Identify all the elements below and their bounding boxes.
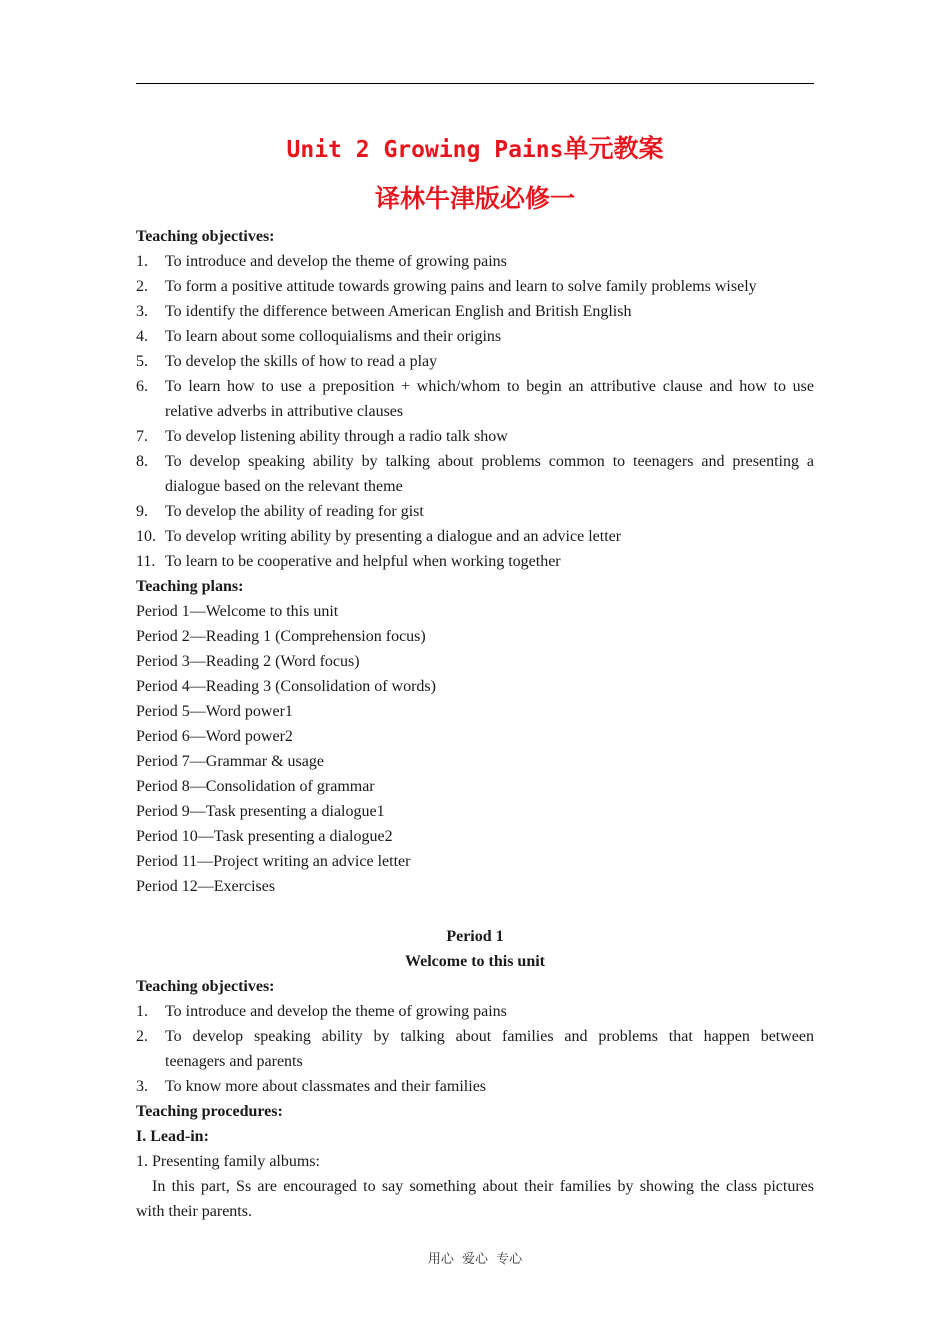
item-text: To develop the ability of reading for gist — [165, 503, 424, 520]
plan-item: Period 4—Reading 3 (Consolidation of words) — [136, 678, 436, 695]
item-text: To develop listening ability through a radio talk show — [165, 428, 508, 445]
item-text: To learn about some colloquialisms and their origins — [165, 328, 502, 345]
item-text: To develop the skills of how to read a play — [165, 353, 438, 370]
item-number: 3. — [136, 303, 148, 320]
item-text: To develop writing ability by presenting a dialogue and an advice letter — [165, 528, 622, 545]
list-item — [136, 349, 814, 374]
plan-item: Period 5—Word power1 — [136, 703, 293, 720]
plan-item: Period 9—Task presenting a dialogue1 — [136, 803, 385, 820]
procedures-heading: Teaching procedures: — [136, 1103, 283, 1120]
item-number: 6. — [136, 378, 148, 395]
plan-item: Period 7—Grammar & usage — [136, 753, 324, 770]
item-text: To develop speaking ability by talking about problems common to teenagers and presenting a — [165, 453, 814, 470]
document-title — [136, 133, 814, 167]
list-item — [136, 524, 814, 549]
item-text: To introduce and develop the theme of growing pains — [165, 1003, 507, 1020]
paragraph-line: with their parents. — [136, 1203, 252, 1220]
header-rule — [136, 83, 814, 84]
list-item — [136, 424, 814, 449]
item-number: 1. — [136, 1003, 148, 1020]
item-text: To identify the difference between American English and British English — [165, 303, 632, 320]
plan-item: Period 11—Project writing an advice letter — [136, 853, 411, 870]
plan-item: Period 10—Task presenting a dialogue2 — [136, 828, 393, 845]
item-text: To develop speaking ability by talking about families and problems that happen between — [165, 1028, 814, 1045]
unit-objectives-heading: Teaching objectives: — [136, 228, 275, 245]
document-subtitle: 译林牛津版必修一 — [374, 186, 575, 213]
item-text-continued: teenagers and parents — [165, 1053, 303, 1070]
item-number: 11. — [136, 553, 156, 570]
item-number: 7. — [136, 428, 148, 445]
list-item — [136, 1074, 814, 1099]
list-item — [136, 1024, 814, 1049]
plan-item: Period 6—Word power2 — [136, 728, 293, 745]
list-item — [136, 999, 814, 1024]
item-text-continued: dialogue based on the relevant theme — [165, 478, 403, 495]
title-chinese: 单元教案 — [563, 136, 664, 163]
item-text: To introduce and develop the theme of growing pains — [165, 253, 507, 270]
period-objectives-heading: Teaching objectives: — [136, 978, 275, 995]
step-heading: 1. Presenting family albums: — [136, 1153, 320, 1170]
plan-item: Period 8—Consolidation of grammar — [136, 778, 375, 795]
leadin-heading: I. Lead-in: — [136, 1128, 209, 1145]
list-item — [136, 499, 814, 524]
spacer — [136, 899, 814, 924]
item-number: 2. — [136, 1028, 148, 1045]
page-footer: 用心 爱心 专心 — [427, 1252, 523, 1267]
list-item — [136, 374, 814, 399]
document-body — [136, 224, 814, 1224]
list-item — [136, 274, 814, 299]
plan-item: Period 12—Exercises — [136, 878, 276, 895]
item-text: To form a positive attitude towards growing pains and learn to solve family problems wisely — [165, 278, 757, 295]
item-number: 3. — [136, 1078, 148, 1095]
item-text: To know more about classmates and their families — [165, 1078, 487, 1095]
item-text-continued: relative adverbs in attributive clauses — [165, 403, 404, 420]
list-item — [136, 549, 814, 574]
plan-item: Period 3—Reading 2 (Word focus) — [136, 653, 360, 670]
plan-item: Period 1—Welcome to this unit — [136, 603, 339, 620]
teaching-plans-heading: Teaching plans: — [136, 578, 244, 595]
period-subheading: Welcome to this unit — [405, 953, 545, 970]
list-item — [136, 249, 814, 274]
list-item — [136, 324, 814, 349]
paragraph-line: In this part, Ss are encouraged to say something about their families by showing the class pictures — [152, 1178, 814, 1195]
period-heading: Period 1 — [446, 928, 504, 945]
title-english: Unit 2 Growing Pains — [286, 137, 564, 163]
list-item — [136, 449, 814, 474]
item-number: 1. — [136, 253, 148, 270]
item-number: 10. — [136, 528, 156, 545]
item-number: 9. — [136, 503, 148, 520]
item-number: 2. — [136, 278, 148, 295]
item-text: To learn to be cooperative and helpful when working together — [165, 553, 561, 570]
item-number: 5. — [136, 353, 148, 370]
plan-item: Period 2—Reading 1 (Comprehension focus) — [136, 628, 426, 645]
item-number: 4. — [136, 328, 148, 345]
list-item — [136, 299, 814, 324]
item-number: 8. — [136, 453, 148, 470]
item-text: To learn how to use a preposition + which/whom to begin an attributive clause and how to use — [165, 378, 814, 395]
